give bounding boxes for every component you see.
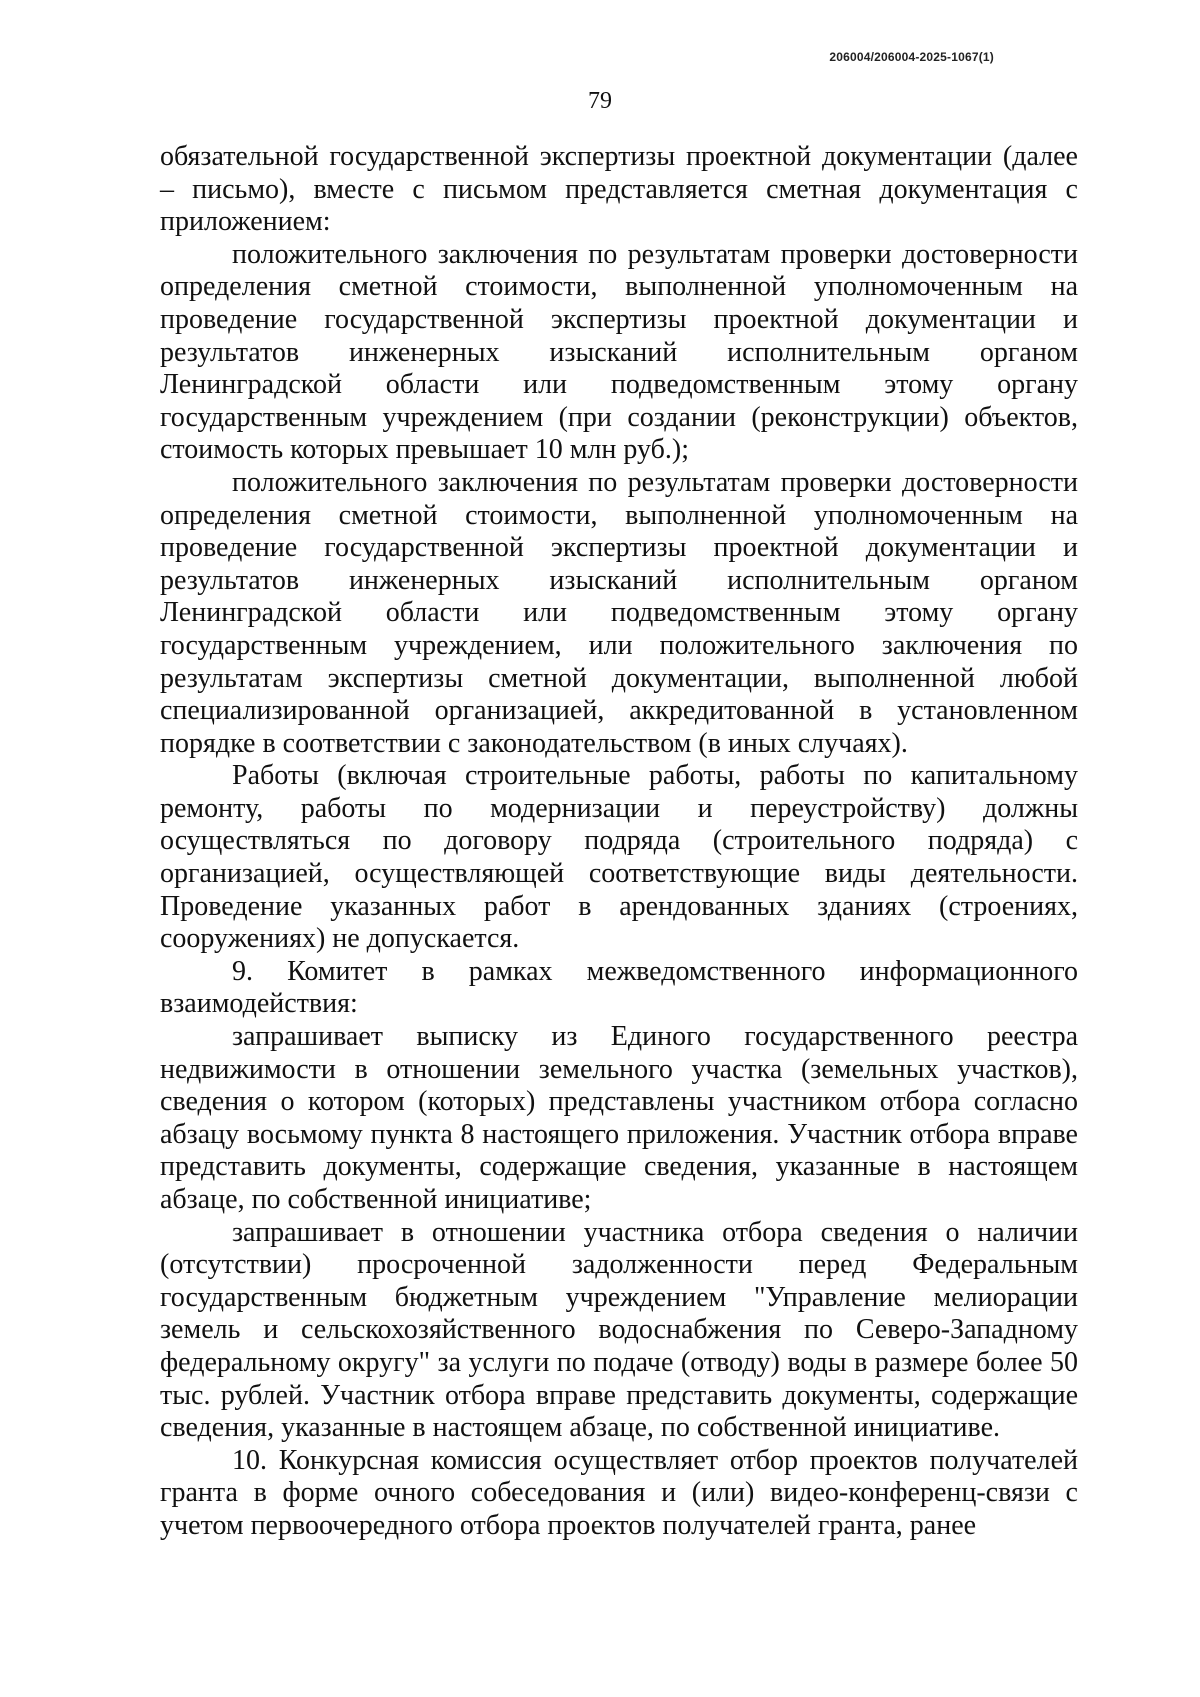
paragraph-2: положительного заключения по результатам проверки достоверности определения сметной стоимости, выполненной уполномоченным на проведение государственной экспертизы проектной документации и результатов инженерных изысканий исполнительным органом Ленинградской области или подведомственным этому органу государственным учреждением (при создании (реконструкции) объектов, стоимость которых превышает 10 млн руб.); <box>160 238 1078 466</box>
page-number: 79 <box>588 88 612 114</box>
document-id: 206004/206004-2025-1067(1) <box>829 50 994 64</box>
paragraph-4: Работы (включая строительные работы, работы по капитальному ремонту, работы по модернизации и переустройству) должны осуществляться по договору подряда (строительного подряда) с организацией, осуществляющей соответствующие виды деятельности. Проведение указанных работ в арендованных зданиях (строениях, сооружениях) не допускается. <box>160 760 1078 955</box>
document-body <box>160 141 1078 1543</box>
paragraph-8: 10. Конкурсная комиссия осуществляет отбор проектов получателей гранта в форме очного собеседования и (или) видео-конференц-связи с учетом первоочередного отбора проектов получателей гранта, ранее <box>160 1444 1078 1541</box>
paragraph-6: запрашивает выписку из Единого государственного реестра недвижимости в отношении земельного участка (земельных участков), сведения о котором (которых) представлены участником отбора согласно абзацу восьмому пункта 8 настоящего приложения. Участник отбора вправе представить документы, содержащие сведения, указанные в настоящем абзаце, по собственной инициативе; <box>160 1021 1078 1215</box>
paragraph-3: положительного заключения по результатам проверки достоверности определения сметной стоимости, выполненной уполномоченным на проведение государственной экспертизы проектной документации и результатов инженерных изысканий исполнительным органом Ленинградской области или подведомственным этому органу государственным учреждением, или положительного заключения по результатам экспертизы сметной документации, выполненной любой специализированной организацией, аккредитованной в установленном порядке в соответствии с законодательством (в иных случаях). <box>160 466 1078 759</box>
paragraph-7: запрашивает в отношении участника отбора сведения о наличии (отсутствии) просроченной задолженности перед Федеральным государственным бюджетным учреждением "Управление мелиорации земель и сельскохозяйственного водоснабжения по Северо-Западному федеральному округу" за услуги по подаче (отводу) воды в размере более 50 тыс. рублей. Участник отбора вправе представить документы, содержащие сведения, указанные в настоящем абзаце, по собственной инициативе. <box>160 1216 1078 1444</box>
paragraph-1: обязательной государственной экспертизы проектной документации (далее – письмо), вместе с письмом представляется сметная документация с приложением: <box>160 141 1078 238</box>
paragraph-5: 9. Комитет в рамках межведомственного информационного взаимодействия: <box>160 955 1078 1020</box>
